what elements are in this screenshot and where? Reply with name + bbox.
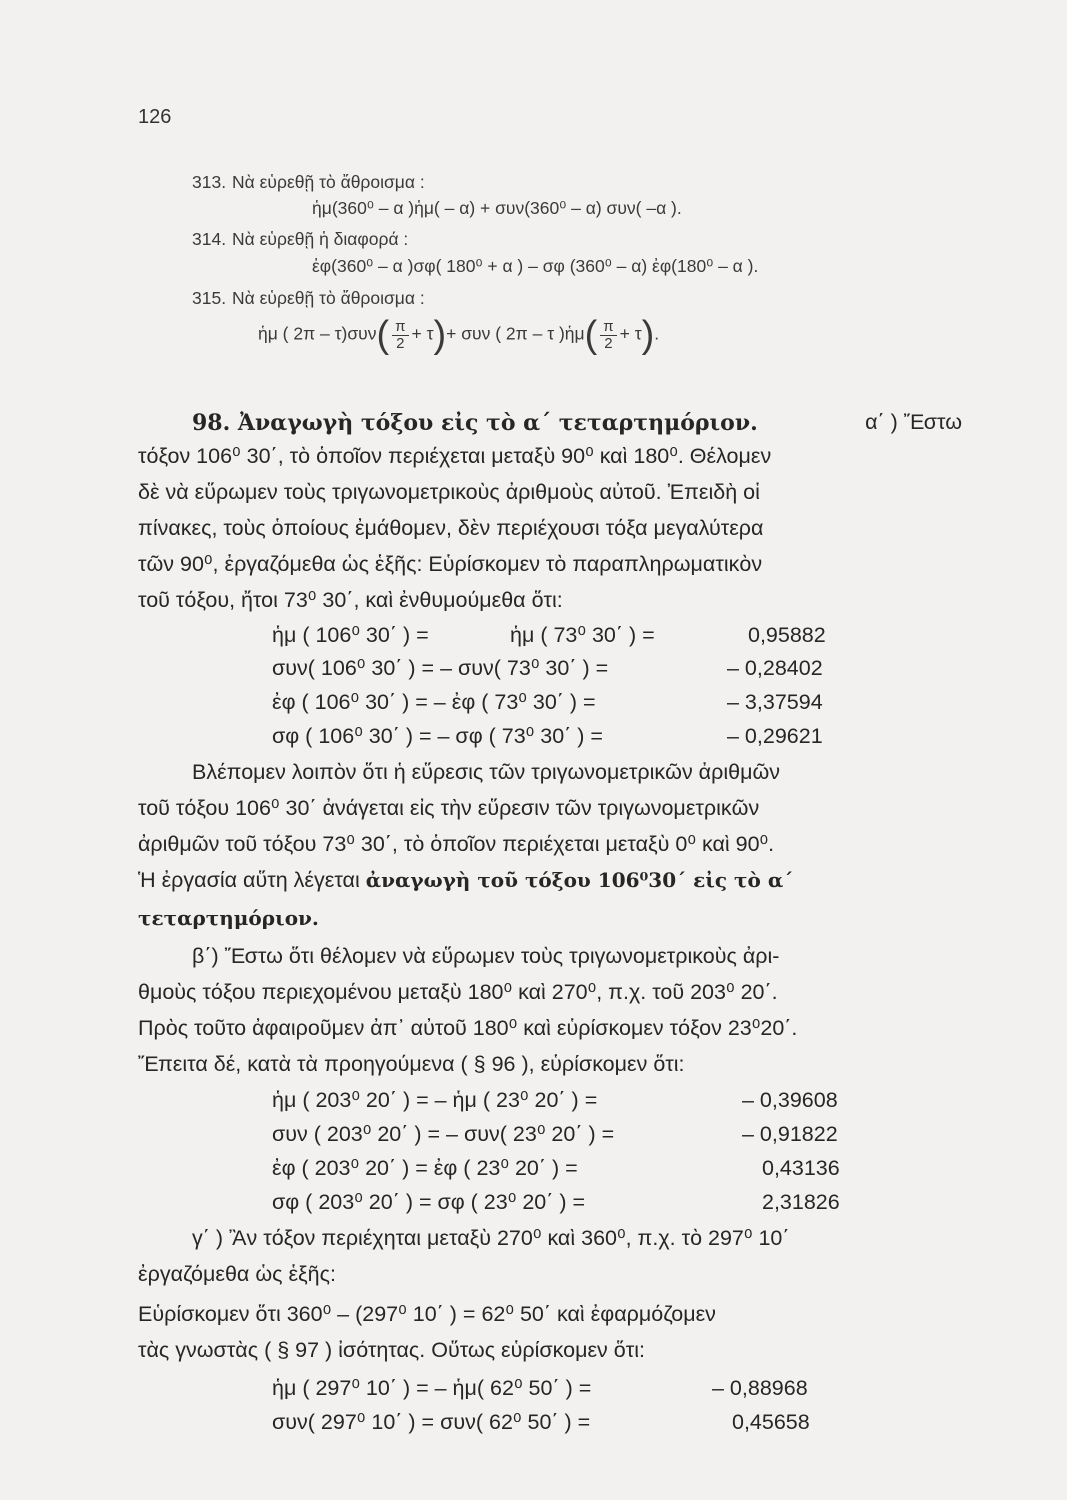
equation-lhs: σφ ( 106⁰ 30΄ ) = – σφ ( 73⁰ 30΄ ) = [272, 724, 603, 748]
equation-value: – 0,28402 [727, 656, 823, 680]
formula-part: . [654, 323, 660, 344]
equation-lhs: συν ( 203⁰ 20΄ ) = – συν( 23⁰ 20΄ ) = [272, 1122, 615, 1146]
paragraph-line: τῶν 90⁰, ἐργαζόμεθα ὡς ἑξῆς: Εὑρίσκομεν τὸ παραπληρωματικὸν [138, 552, 763, 576]
equation-row [272, 690, 872, 715]
bold-term: τεταρτημόριον. [138, 906, 319, 930]
paragraph-line: δὲ νὰ εὕρωμεν τοὺς τριγωνομετρικοὺς ἀριθμοὺς αὐτοῦ. Ἐπειδὴ οἱ [138, 480, 760, 504]
exercise-314 [192, 229, 408, 250]
equation-row [272, 1122, 872, 1147]
right-paren: ) [433, 314, 447, 356]
equation-lhs: συν( 297⁰ 10΄ ) = συν( 62⁰ 50΄ ) = [272, 1410, 591, 1434]
exercise-prompt: Νὰ εὑρεθῇ τὸ ἄθροισμα : [232, 288, 425, 308]
exercise-prompt: Νὰ εὑρεθῇ τὸ ἄθροισμα : [232, 172, 425, 192]
exercise-315-formula [258, 316, 659, 354]
paragraph-line: Πρὸς τοῦτο ἀφαιροῦμεν ἀπ᾽ αὐτοῦ 180⁰ καὶ εὑρίσκομεν τόξον 23⁰20΄. [138, 1016, 798, 1040]
exercise-313-formula: ἡμ(360⁰ – α )ἡμ( – α) + συν(360⁰ – α) συν( –α ). [312, 198, 682, 218]
equation-value: – 3,37594 [727, 690, 823, 714]
equation-lhs: ἐφ ( 106⁰ 30΄ ) = – ἐφ ( 73⁰ 30΄ ) = [272, 690, 596, 714]
paragraph-line: θμοὺς τόξου περιεχομένου μεταξὺ 180⁰ καὶ 270⁰, π.χ. τοῦ 203⁰ 20΄. [138, 980, 778, 1004]
formula-part: + τ [411, 323, 434, 344]
paragraph-line: τοῦ τόξου 106⁰ 30΄ ἀνάγεται εἰς τὴν εὕρεσιν τῶν τριγωνομετρικῶν [138, 796, 760, 820]
fraction-denominator: 2 [396, 334, 405, 352]
formula-part: ἡμ ( 2π – τ)συν [258, 323, 377, 344]
fraction-numerator: π [600, 319, 616, 336]
equation-value: – 0,91822 [742, 1122, 838, 1146]
paragraph-line: β΄) Ἔστω ὅτι θέλομεν νὰ εὕρωμεν τοὺς τριγωνομετρικοὺς ἀρι- [192, 944, 780, 968]
left-paren: ( [584, 314, 598, 356]
formula-part: + τ [619, 323, 642, 344]
paragraph-line: τόξον 106⁰ 30΄, τὸ ὁποῖον περιέχεται μεταξὺ 90⁰ καὶ 180⁰. Θέλομεν [138, 444, 772, 468]
exercise-number: 313. [192, 172, 227, 192]
page-number: 126 [138, 106, 172, 128]
paragraph-line: ἀριθμῶν τοῦ τόξου 73⁰ 30΄, τὸ ὁποῖον περιέχεται μεταξὺ 0⁰ καὶ 90⁰. [138, 832, 775, 856]
equation-value: 0,45658 [732, 1410, 810, 1434]
paragraph-line: τοῦ τόξου, ἤτοι 73⁰ 30΄, καὶ ἐνθυμούμεθα ὅτι: [138, 588, 563, 612]
paragraph-line [138, 868, 963, 893]
section-heading: 98. Ἀναγωγὴ τόξου εἰς τὸ α΄ τεταρτημόριον. [192, 410, 758, 436]
paragraph-line: γ΄ ) Ἂν τόξον περιέχηται μεταξὺ 270⁰ καὶ 360⁰, π.χ. τὸ 297⁰ 10΄ [192, 1226, 790, 1250]
equation-row [272, 1410, 872, 1435]
equation-value: 0,43136 [762, 1156, 840, 1180]
paragraph-line: τὰς γνωστὰς ( § 97 ) ἰσότητας. Οὕτως εὑρίσκομεν ὅτι: [138, 1338, 645, 1362]
fraction-pi-over-2 [600, 319, 616, 352]
fraction-pi-over-2 [392, 319, 408, 352]
paragraph-line [138, 906, 963, 931]
equation-value: 2,31826 [762, 1190, 840, 1214]
case-a-start: α΄ ) Ἔστω [865, 410, 962, 434]
equation-value: – 0,29621 [727, 724, 823, 748]
formula-part: + συν ( 2π – τ )ἡμ [446, 323, 585, 344]
paragraph-line: πίνακες, τοὺς ὁποίους ἐμάθομεν, δὲν περιέχουσι τόξα μεγαλύτερα [138, 516, 764, 540]
equation-row [272, 724, 872, 749]
equation-row [272, 1156, 872, 1181]
exercise-prompt: Νὰ εὑρεθῇ ἡ διαφορά : [232, 229, 409, 249]
left-paren: ( [376, 314, 390, 356]
right-paren: ) [641, 314, 655, 356]
exercise-315 [192, 288, 425, 309]
exercise-number: 315. [192, 288, 227, 308]
paragraph-line: Ἔπειτα δέ, κατὰ τὰ προηγούμενα ( § 96 ), εὑρίσκομεν ὅτι: [138, 1052, 685, 1076]
equation-row [272, 623, 872, 648]
paragraph-line: Βλέπομεν λοιπὸν ὅτι ἡ εὕρεσις τῶν τριγωνομετρικῶν ἀριθμῶν [192, 760, 780, 784]
equation-lhs: ἡμ ( 203⁰ 20΄ ) = – ἡμ ( 23⁰ 20΄ ) = [272, 1088, 598, 1112]
equation-row [272, 1376, 872, 1401]
paragraph-line: ἐργαζόμεθα ὡς ἑξῆς: [138, 1262, 336, 1286]
equation-lhs: σφ ( 203⁰ 20΄ ) = σφ ( 23⁰ 20΄ ) = [272, 1190, 586, 1214]
fraction-denominator: 2 [604, 334, 613, 352]
bold-term: ἀναγωγὴ τοῦ τόξου 106⁰30΄ εἰς τὸ α΄ [365, 868, 794, 892]
equation-row [272, 1088, 872, 1113]
equation-value: – 0,88968 [712, 1376, 808, 1400]
equation-value: 0,95882 [748, 623, 826, 647]
equation-lhs: ἐφ ( 203⁰ 20΄ ) = ἐφ ( 23⁰ 20΄ ) = [272, 1156, 578, 1180]
equation-row [272, 1190, 872, 1215]
exercise-number: 314. [192, 229, 227, 249]
section-heading-line [192, 410, 962, 436]
equation-lhs: συν( 106⁰ 30΄ ) = – συν( 73⁰ 30΄ ) = [272, 656, 609, 680]
text: Ἡ ἐργασία αὕτη λέγεται [138, 868, 360, 892]
equation-row [272, 656, 872, 681]
fraction-numerator: π [392, 319, 408, 336]
equation-lhs: ἡμ ( 106⁰ 30΄ ) = [272, 623, 429, 647]
exercise-314-formula: ἐφ(360⁰ – α )σφ( 180⁰ + α ) – σφ (360⁰ – α) ἐφ(180⁰ – α ). [312, 256, 759, 276]
equation-value: – 0,39608 [742, 1088, 838, 1112]
equation-lhs: ἡμ ( 297⁰ 10΄ ) = – ἡμ( 62⁰ 50΄ ) = [272, 1376, 592, 1400]
paragraph-line: Εὑρίσκομεν ὅτι 360⁰ – (297⁰ 10΄ ) = 62⁰ 50΄ καὶ ἐφαρμόζομεν [138, 1302, 716, 1326]
equation-mid: ἡμ ( 73⁰ 30΄ ) = [510, 623, 655, 647]
exercise-313 [192, 172, 425, 193]
